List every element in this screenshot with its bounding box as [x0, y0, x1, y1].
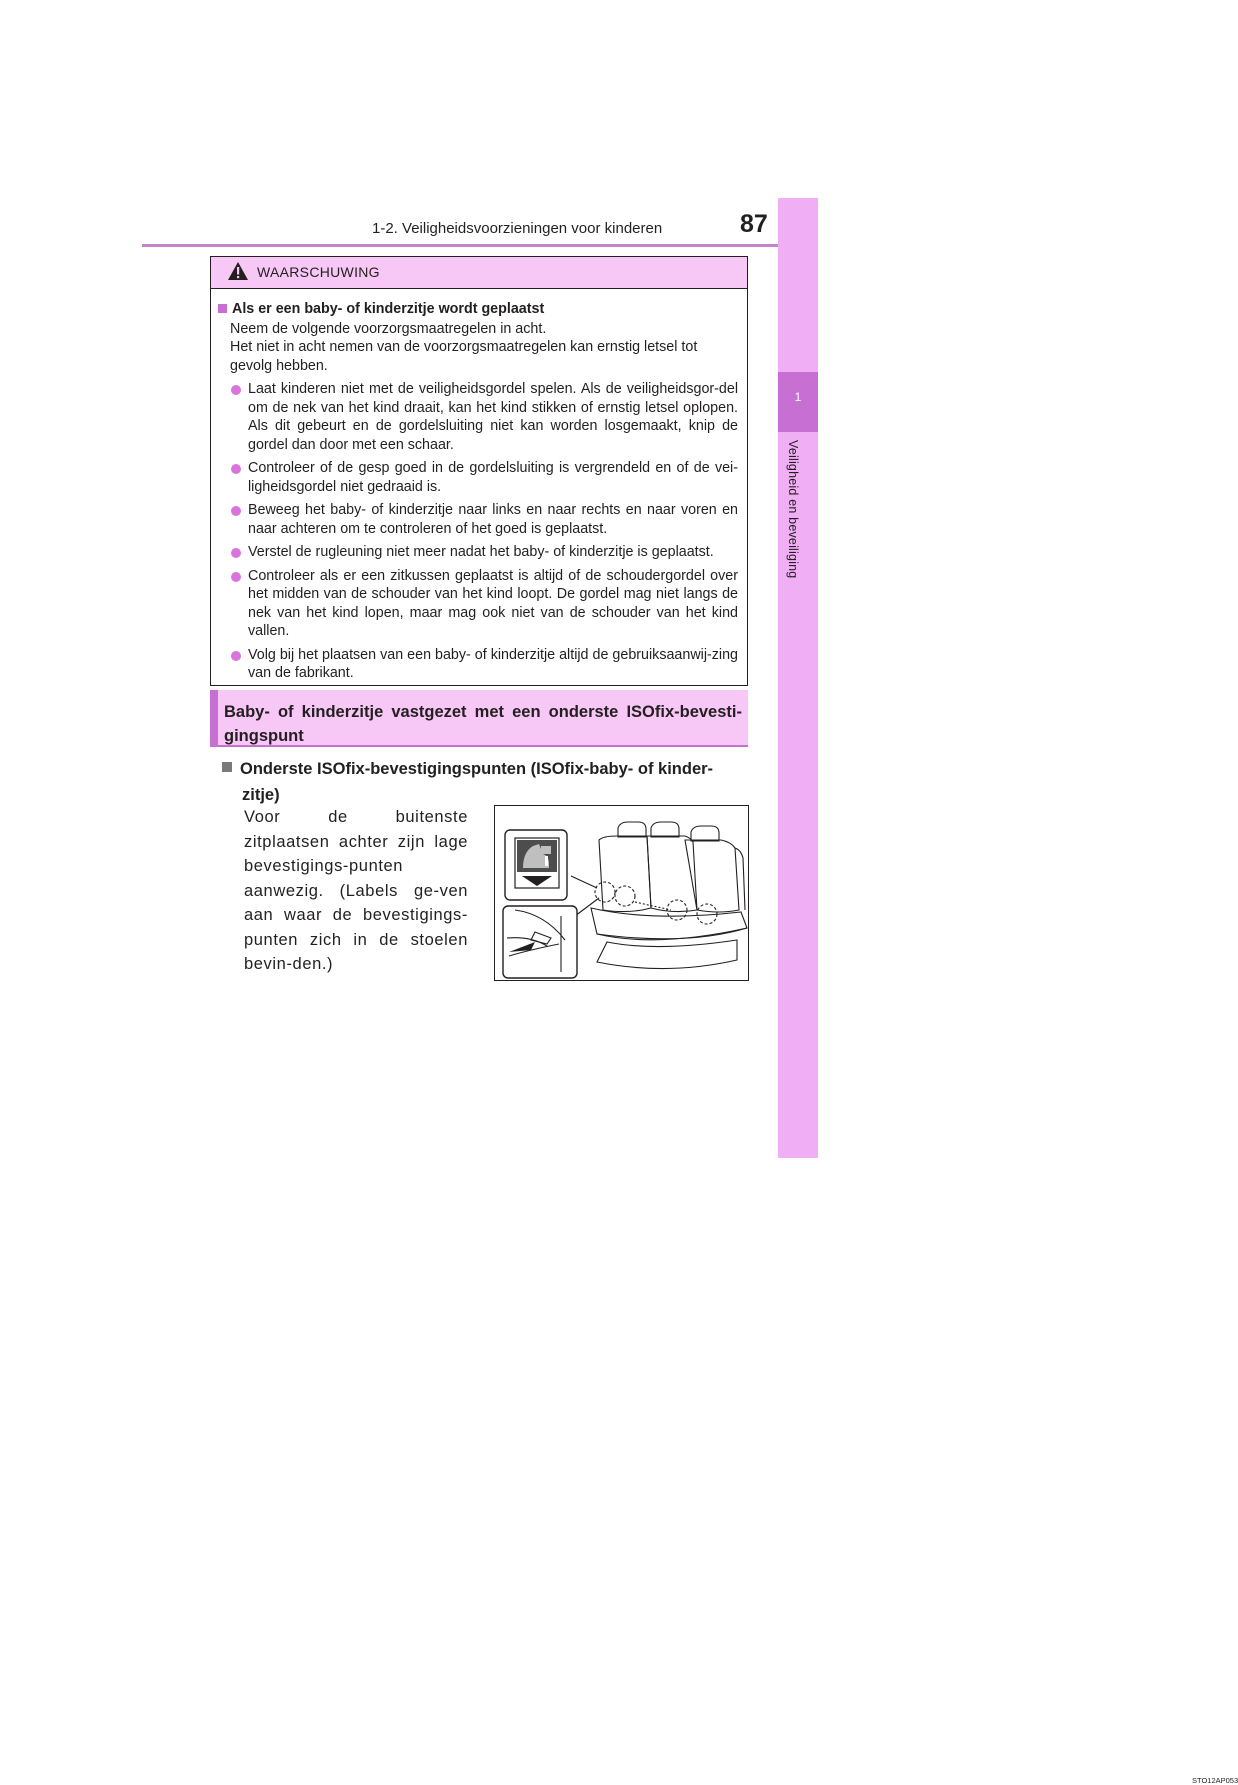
sidebar-chapter-number: 1 — [794, 390, 802, 404]
list-item: Volg bij het plaatsen van een baby- of kinderzitje altijd de gebruiksaanwij-zing van de fabrikant. — [218, 646, 738, 683]
bullet-dot-icon — [231, 506, 241, 516]
rear-seat-illustration — [495, 806, 748, 980]
sidebar — [778, 198, 818, 1158]
bullet-dot-icon — [231, 385, 241, 395]
warning-heading: Als er een baby- of kinderzitje wordt geplaatst — [218, 300, 738, 319]
warning-intro-1: Neem de volgende voorzorgsmaatregelen in acht. — [230, 320, 547, 337]
list-item: Controleer als er een zitkussen geplaatst is altijd of de schoudergordel over het midden van de schouder van het kind loopt. De gordel mag niet langs de nek van het kind lopen, maar mag ook niet van de schouder van het kind vallen. — [218, 567, 738, 641]
bullet-dot-icon — [231, 548, 241, 558]
subsection-body: Voor de buitenste zitplaatsen achter zijn lage bevestigings-punten aanwezig. (Labels ge-ven aan waar de bevestigings-punten zich in de stoelen bevin-den.) — [244, 808, 468, 973]
sidebar-section-label: Veiligheid en beveiliging — [786, 440, 800, 579]
header-rule — [142, 244, 818, 247]
square-bullet-icon — [222, 762, 232, 772]
page-number: 87 — [740, 210, 768, 238]
warning-header — [211, 257, 747, 289]
warning-body — [211, 289, 747, 683]
list-item: Laat kinderen niet met de veiligheidsgordel spelen. Als de veiligheidsgor-del om de nek van het kind draait, kan het kind stikken of ernstig letsel oplopen. Als dit gebeurt en de gordelsluiting niet kan worden losgemaakt, knip de gordel dan door met een schaar. — [218, 380, 738, 454]
section-title: Baby- of kinderzitje vastgezet met een onderste ISOfix-bevesti-gingspunt — [224, 703, 742, 745]
list-item: Controleer of de gesp goed in de gordelsluiting is vergrendeld en of de vei-ligheidsgordel niet gedraaid is. — [218, 459, 738, 496]
warning-box — [210, 256, 748, 686]
bullet-dot-icon — [231, 464, 241, 474]
warning-triangle-icon — [227, 261, 249, 281]
warning-intro-2: Het niet in acht nemen van de voorzorgsmaatregelen kan ernstig letsel tot gevolg hebben. — [230, 339, 698, 374]
list-item: Verstel de rugleuning niet meer nadat het baby- of kinderzitje is geplaatst. — [218, 543, 738, 562]
header-title: 1-2. Veiligheidsvoorzieningen voor kinderen — [372, 220, 663, 237]
warning-label: WAARSCHUWING — [257, 264, 380, 280]
section-band-accent — [210, 690, 218, 746]
bullet-dot-icon — [231, 572, 241, 582]
list-item: Beweeg het baby- of kinderzitje naar links en naar rechts en naar voren en naar achteren om te controleren of het goed is geplaatst. — [218, 501, 738, 538]
figure-code: STO12AP053 — [1192, 1776, 1238, 1785]
square-bullet-icon — [218, 304, 227, 313]
subsection-title: Onderste ISOfix-bevestigingspunten (ISOfix-baby- of kinder- zitje) — [222, 756, 748, 808]
isofix-figure — [494, 805, 1238, 1785]
warning-bullet-list — [218, 380, 738, 683]
bullet-dot-icon — [231, 651, 241, 661]
